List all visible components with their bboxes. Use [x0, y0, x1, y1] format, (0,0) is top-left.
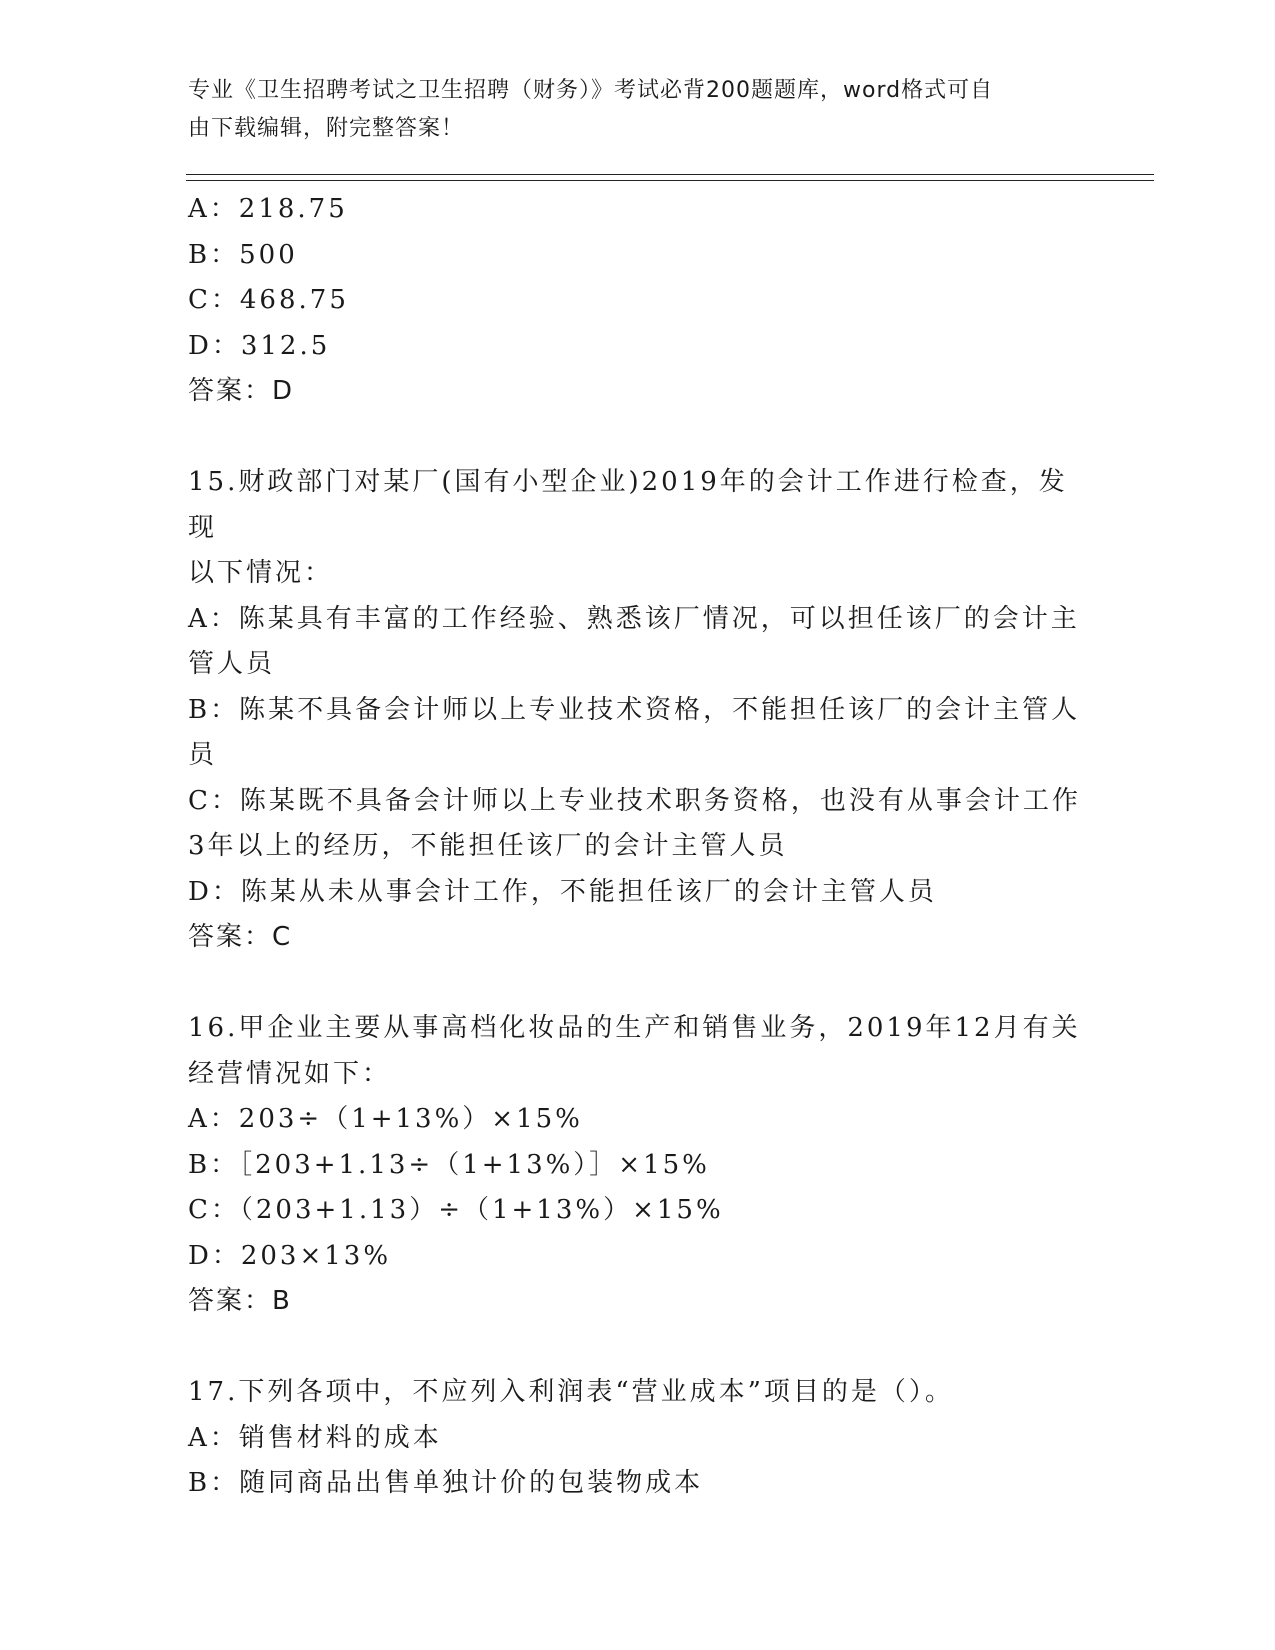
q15-option-b-line-1: B：陈某不具备会计师以上专业技术资格，不能担任该厂的会计主管人 [188, 694, 1081, 725]
q16-stem-line-1: 16.甲企业主要从事高档化妆品的生产和销售业务，2019年12月有关 [188, 1013, 1081, 1043]
spacer [188, 415, 1088, 461]
header-divider-bottom [186, 180, 1154, 181]
q17-stem: 17.下列各项中，不应列入利润表“营业成本”项目的是（）。 [188, 1377, 954, 1407]
q14-option-c: C：468.75 [188, 285, 349, 315]
q16-option-a: A：203÷（1+13%）×15% [188, 1104, 583, 1134]
q14-option-a: A：218.75 [188, 194, 348, 224]
header-line-2: 由下载编辑，附完整答案！ [188, 116, 465, 141]
q16-option-b: B：［203+1.13÷（1+13%）］×15% [188, 1149, 710, 1180]
header-line-1: 专业《卫生招聘考试之卫生招聘（财务）》考试必背200题题库，word格式可自 [188, 78, 994, 103]
q15-option-c-line-2: 3年以上的经历，不能担任该厂的会计主管人员 [188, 831, 788, 861]
q15-option-a-line-1: A：陈某具有丰富的工作经验、熟悉该厂情况，可以担任该厂的会计主 [188, 603, 1080, 634]
q14-option-b: B：500 [188, 239, 298, 270]
q15-option-c-line-1: C：陈某既不具备会计师以上专业技术职务资格，也没有从事会计工作 [188, 785, 1081, 816]
q15-option-d: D：陈某从未从事会计工作，不能担任该厂的会计主管人员 [188, 876, 937, 907]
question-content [188, 187, 1088, 1507]
spacer [188, 1325, 1088, 1371]
q16-option-c: C：（203+1.13）÷（1+13%）×15% [188, 1195, 724, 1225]
q16-answer: 答案：B [188, 1286, 292, 1316]
q15-stem-line-2: 以下情况： [188, 558, 334, 588]
q17-option-a: A：销售材料的成本 [188, 1422, 442, 1453]
question-16-block [188, 1006, 1088, 1325]
q15-answer: 答案：C [188, 922, 293, 952]
q16-stem-line-2: 经营情况如下： [188, 1058, 392, 1089]
question-15-block [188, 460, 1088, 961]
q14-option-d: D：312.5 [188, 330, 331, 361]
question-17-block [188, 1370, 1088, 1507]
q17-option-b: B：随同商品出售单独计价的包装物成本 [188, 1468, 704, 1498]
q16-option-d: D：203×13% [188, 1240, 392, 1271]
header-divider-top [186, 174, 1154, 175]
question-14-block [188, 187, 1088, 415]
q15-option-a-line-2: 管人员 [188, 649, 276, 679]
document-header [188, 72, 1068, 148]
q15-stem-line-1: 15.财政部门对某厂(国有小型企业)2019年的会计工作进行检查，发现 [188, 467, 1068, 543]
spacer [188, 961, 1088, 1007]
q14-answer: 答案：D [188, 376, 295, 406]
q15-option-b-line-2: 员 [188, 740, 218, 770]
